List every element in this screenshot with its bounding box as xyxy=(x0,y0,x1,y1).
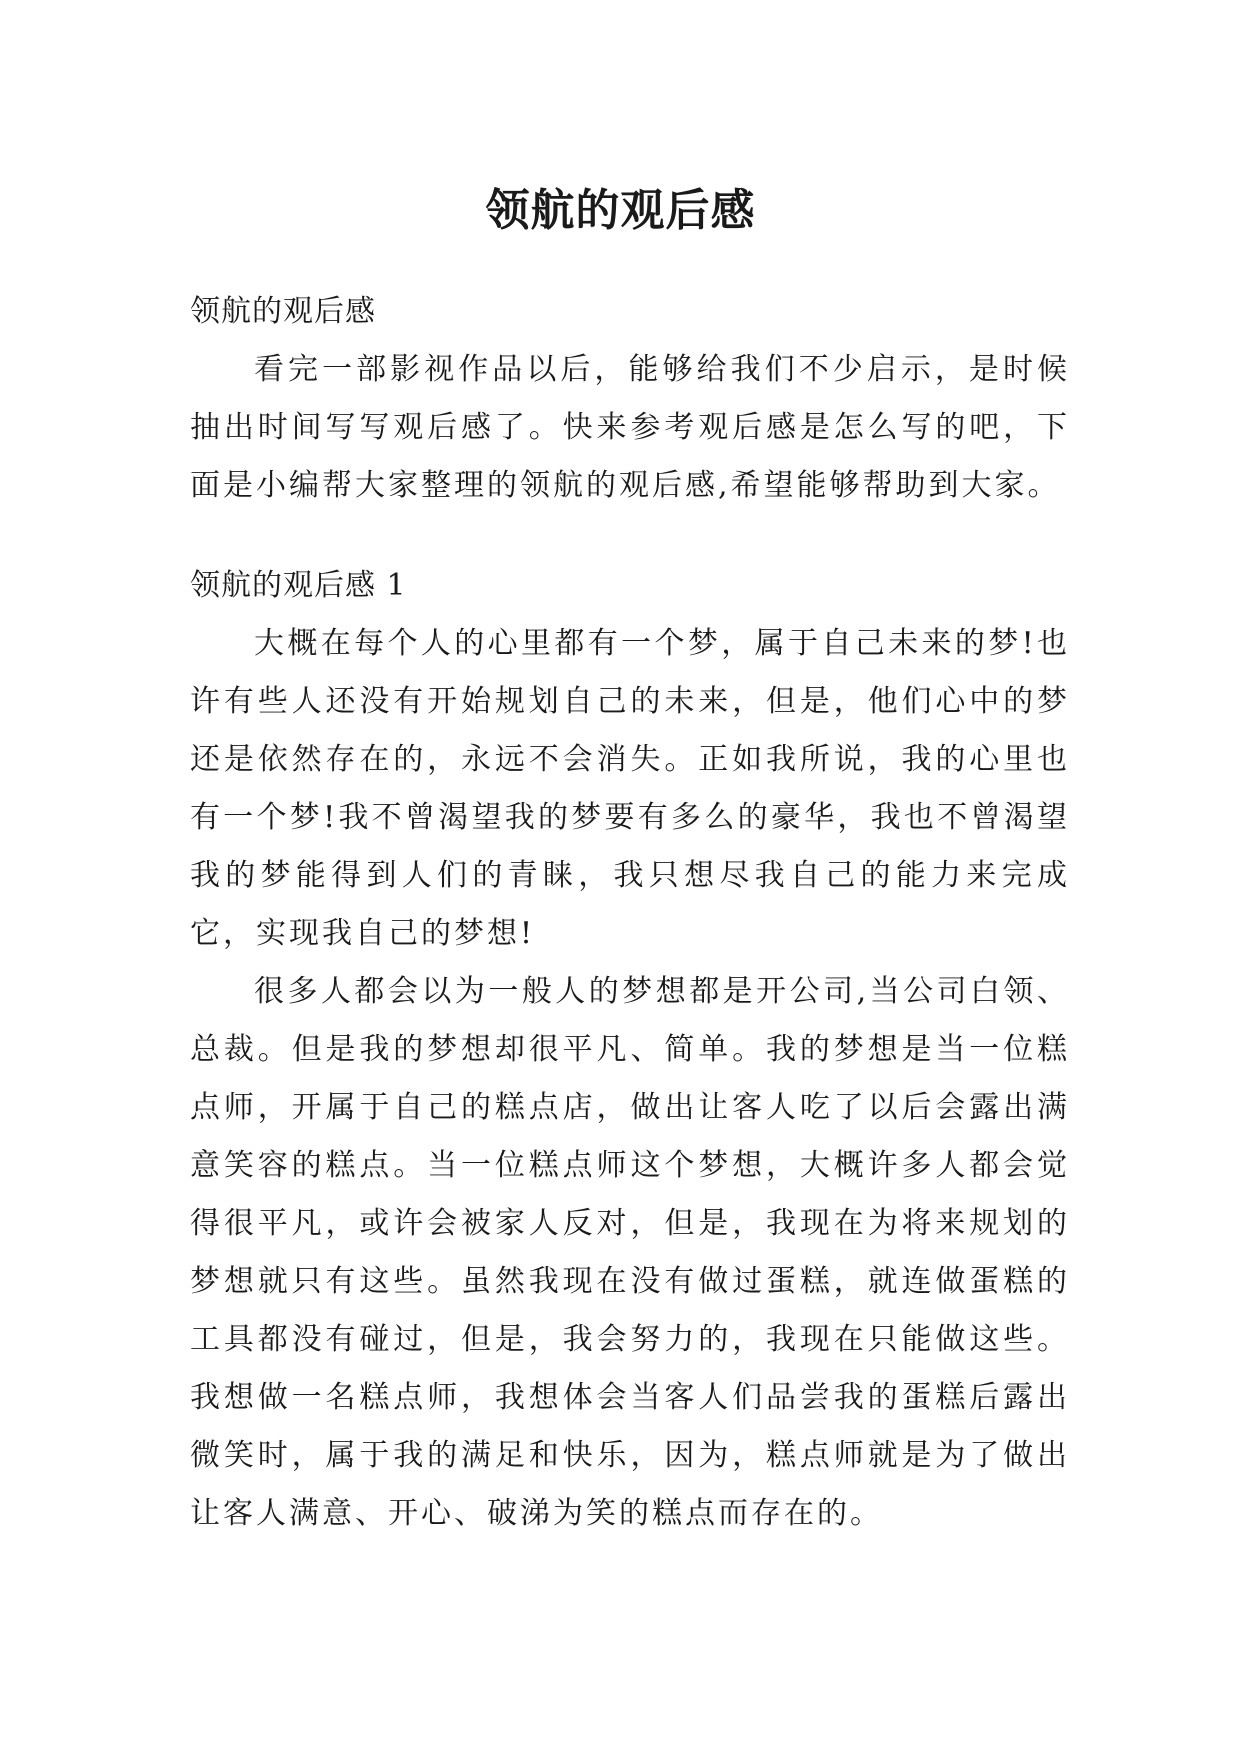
section1-heading: 领航的观后感 1 xyxy=(190,568,407,603)
section1-paragraph-2: 很多人都会以为一般人的梦想都是开公司,当公司白领、总裁。但是我的梦想却很平凡、简单。我的梦想是当一位糕点师，开属于自己的糕点店，做出让客人吃了以后会露出满意笑容的糕点。当一位糕点师这个梦想，大概许多人都会觉得很平凡，或许会被家人反对，但是，我现在为将来规划的梦想就只有这些。虽然我现在没有做过蛋糕，就连做蛋糕的工具都没有碰过，但是，我会努力的，我现在只能做这些。我想做一名糕点师，我想体会当客人们品尝我的蛋糕后露出微笑时，属于我的满足和快乐，因为，糕点师就是为了做出让客人满意、开心、破涕为笑的糕点而存在的。 xyxy=(190,974,1070,1531)
document-body xyxy=(190,283,1070,1543)
section1-paragraph-1: 大概在每个人的心里都有一个梦，属于自己未来的梦!也许有些人还没有开始规划自己的未来，但是，他们心中的梦还是依然存在的，永远不会消失。正如我所说，我的心里也有一个梦!我不曾渴望我的梦要有多么的豪华，我也不曾渴望我的梦能得到人们的青睐，我只想尽我自己的能力来完成它，实现我自己的梦想! xyxy=(190,626,1070,951)
intro-paragraph: 看完一部影视作品以后，能够给我们不少启示，是时候抽出时间写写观后感了。快来参考观后感是怎么写的吧，下面是小编帮大家整理的领航的观后感,希望能够帮助到大家。 xyxy=(190,352,1070,503)
intro-heading: 领航的观后感 xyxy=(190,294,376,329)
page-title: 领航的观后感 xyxy=(485,185,756,237)
section-spacer xyxy=(190,515,1070,557)
